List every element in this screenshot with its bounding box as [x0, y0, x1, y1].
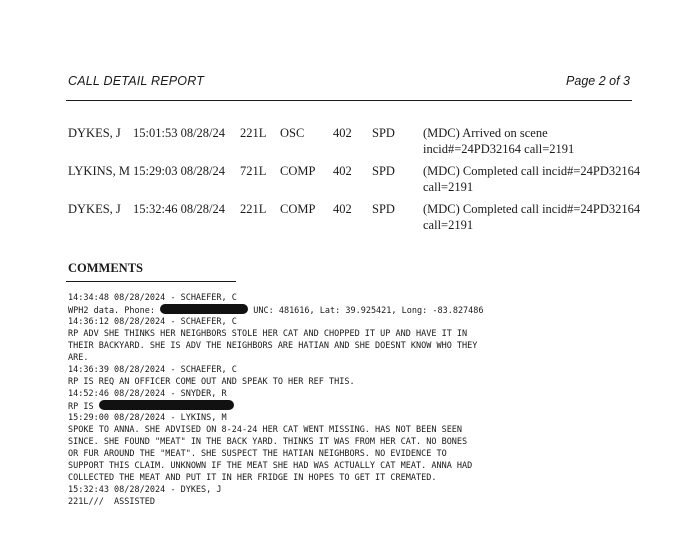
log-unit: 721L: [240, 164, 267, 178]
comment-entry-header: 15:32:43 08/28/2024 - DYKES, J: [68, 485, 222, 495]
comment-entry-header: 15:29:00 08/28/2024 - LYKINS, M: [68, 413, 227, 423]
log-code: COMP: [280, 164, 316, 178]
comment-line: OR FUR AROUND THE "MEAT". SHE SUSPECT THE HATIAN NEIGHBORS. NO EVIDENCE TO: [68, 449, 447, 459]
comment-text: WPH2 data. Phone:: [68, 306, 161, 316]
log-officer: DYKES, J: [68, 202, 121, 216]
comments-heading: COMMENTS: [68, 261, 143, 275]
comment-line: RP IS REQ AN OFFICER COME OUT AND SPEAK TO HER REF THIS.: [68, 377, 355, 387]
comment-line: THEIR BACKYARD. SHE IS ADV THE NEIGHBORS ARE HATIAN AND SHE DOESNT KNOW WHO THEY: [68, 341, 478, 351]
log-description: (MDC) Completed call incid#=24PD32164 call=2191: [423, 202, 641, 232]
comment-line: SINCE. SHE FOUND "MEAT" IN THE BACK YARD. THINKS IT WAS FROM HER CAT. NO BONES: [68, 437, 468, 447]
log-num: 402: [333, 164, 352, 178]
comment-line: RP ADV SHE THINKS HER NEIGHBORS STOLE HER CAT AND CHOPPED IT UP AND HAVE IT IN: [68, 329, 468, 339]
log-code: OSC: [280, 126, 305, 140]
log-unit: 221L: [240, 202, 267, 216]
log-description: (MDC) Completed call incid#=24PD32164 call=2191: [423, 164, 641, 194]
comments-divider: [66, 281, 236, 282]
log-agency: SPD: [372, 164, 395, 178]
log-agency: SPD: [372, 202, 395, 216]
comment-entry-header: 14:36:12 08/28/2024 - SCHAEFER, C: [68, 317, 237, 327]
log-description: (MDC) Arrived on scene incid#=24PD32164 call=2191: [423, 126, 575, 156]
comment-text: UNC: 481616, Lat: 39.925421, Long: -83.827486: [248, 306, 484, 316]
header-divider: [66, 100, 632, 101]
comment-line: ARE.: [68, 353, 89, 363]
log-datetime: 15:29:03 08/28/24: [133, 164, 226, 178]
comment-line: SPOKE TO ANNA. SHE ADVISED ON 8-24-24 HER CAT WENT MISSING. HAS NOT BEEN SEEN: [68, 425, 463, 435]
log-unit: 221L: [240, 126, 267, 140]
log-datetime: 15:01:53 08/28/24: [133, 126, 226, 140]
redaction-mark: [160, 304, 248, 314]
page-number: Page 2 of 3: [566, 74, 630, 88]
log-num: 402: [333, 202, 352, 216]
log-datetime: 15:32:46 08/28/24: [133, 202, 226, 216]
comment-entry-header: 14:34:48 08/28/2024 - SCHAEFER, C: [68, 293, 237, 303]
comment-line: SUPPORT THIS CLAIM. UNKNOWN IF THE MEAT SHE HAD WAS ACTUALLY CAT MEAT. ANNA HAD: [68, 461, 473, 471]
log-code: COMP: [280, 202, 316, 216]
log-officer: DYKES, J: [68, 126, 121, 140]
redaction-mark: [99, 400, 234, 410]
comment-entry-header: 14:36:39 08/28/2024 - SCHAEFER, C: [68, 365, 237, 375]
log-agency: SPD: [372, 126, 395, 140]
report-title: CALL DETAIL REPORT: [68, 74, 205, 88]
comment-entry-header: 14:52:46 08/28/2024 - SNYDER, R: [68, 389, 227, 399]
comment-line: COLLECTED THE MEAT AND PUT IT IN HER FRIDGE IN HOPES TO GET IT CREMATED.: [68, 473, 437, 483]
log-num: 402: [333, 126, 352, 140]
comment-text: RP IS: [68, 402, 99, 412]
comment-line: 221L/// ASSISTED: [68, 497, 155, 507]
log-officer: LYKINS, M: [68, 164, 130, 178]
